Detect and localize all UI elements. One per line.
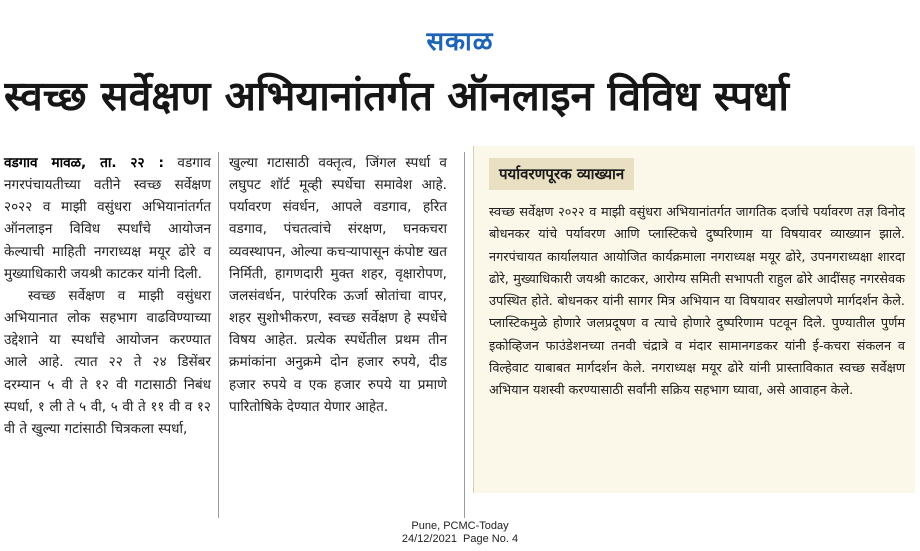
masthead-logo: सकाळ bbox=[426, 27, 494, 57]
sidebar-title: पर्यावरणपूरक व्याख्यान bbox=[489, 158, 634, 190]
dateline: वडगाव मावळ, ता. २२ : bbox=[4, 155, 164, 171]
sidebar-box bbox=[473, 146, 915, 493]
footer-date-page: 24/12/2021 Page No. 4 bbox=[401, 533, 519, 545]
column-divider bbox=[464, 152, 465, 518]
article-paragraph bbox=[4, 152, 211, 285]
page-footer bbox=[0, 520, 920, 546]
sidebar-body: स्वच्छ सर्वेक्षण २०२२ व माझी वसुंधरा अभियानांतर्गत जागतिक दर्जाचे पर्यावरण तज्ञ विनोद बोधनकर यांचे पर्यावरण आणि प्लास्टिकचे दुष्परिणाम या विषयावर व्याख्यान झाले. नगरपंचायत कार्यालयात आयोजित कार्यक्रमाला नगराध्यक्ष मयूर ढोरे, उपनगराध्यक्षा शारदा ढोरे, मुख्याधिकारी जयश्री काटकर, आरोग्य समिती सभापती राहुल ढोरे आदींसह नगरसेवक उपस्थित होते. बोधनकर यांनी सागर मित्र अभियान या विषयावर सखोलपणे मार्गदर्शन केले. प्लास्टिकमुळे होणारे जलप्रदूषण व त्याचे होणारे दुष्परिणाम पटवून दिले. पुण्यातील पुर्णम इकोव्हिजन फाउंडेशनच्या तनवी चंद्रात्रे व मंदार सामानगडकर यांनी ई-कचरा संकलन व विल्हेवाट याबाबत मार्गदर्शन केले. नगराध्यक्ष मयूर ढोरे यांनी प्रास्ताविकात स्वच्छ सर्वेक्षण अभियान यशस्वी करण्यासाठी सर्वांनी सक्रिय सहभाग घ्यावा, असे आवाहन केले. bbox=[489, 205, 905, 399]
article-headline: स्वच्छ सर्वेक्षण अभियानांतर्गत ऑनलाइन विविध स्पर्धा bbox=[4, 72, 789, 120]
article-paragraph: स्वच्छ सर्वेक्षण व माझी वसुंधरा अभियानात लोक सहभाग वाढविण्याच्या उद्देशाने या स्पर्धांचे आयोजन करण्यात आले आहे. त्यात २२ ते २४ डिसेंबर दरम्यान ५ वी ते १२ वी गटासाठी निबंध स्पर्धा, १ ली ते ५ वी, ५ वी ते ११ वी व १२ वी ते खुल्या गटांसाठी चित्रकला स्पर्धा, bbox=[4, 287, 211, 437]
article-column-1 bbox=[4, 152, 211, 440]
article-column-2 bbox=[229, 152, 447, 418]
paragraph-text: वडगाव नगरपंचायतीच्या वतीने स्वच्छ सर्वेक्षण २०२२ व माझी वसुंधरा अभियानांतर्गत ऑनलाइन विविध स्पर्धांचे आयोजन केल्याची माहिती नगराध्यक्ष मयूर ढोरे व मुख्याधिकारी जयश्री काटकर यांनी दिली. bbox=[4, 155, 211, 282]
footer-publication: Pune, PCMC-Today bbox=[411, 520, 509, 532]
column-divider bbox=[218, 152, 219, 518]
article-paragraph: खुल्या गटासाठी वक्तृत्व, जिंगल स्पर्धा व लघुपट शॉर्ट मूव्ही स्पर्धेचा समावेश आहे. पर्यावरण संवर्धन, आपले वडगाव, हरित वडगाव, पंचतत्वांचे संरक्षण, घनकचरा व्यवस्थापन, ओल्या कचऱ्यापासून कंपोष्ट खत निर्मिती, हागणदारी मुक्त शहर, वृक्षारोपण, जलसंवर्धन, पारंपरिक ऊर्जा स्रोतांचा वापर, शहर सुशोभीकरण, स्वच्छ सर्वेक्षण हे स्पर्धेचे विषय आहेत. प्रत्येक स्पर्धेतील प्रथम तीन क्रमांकांना अनुक्रमे दोन हजार रुपये, दीड हजार रुपये व एक हजार रुपये या प्रमाणे पारितोषिके देण्यात येणार आहेत. bbox=[229, 155, 447, 415]
